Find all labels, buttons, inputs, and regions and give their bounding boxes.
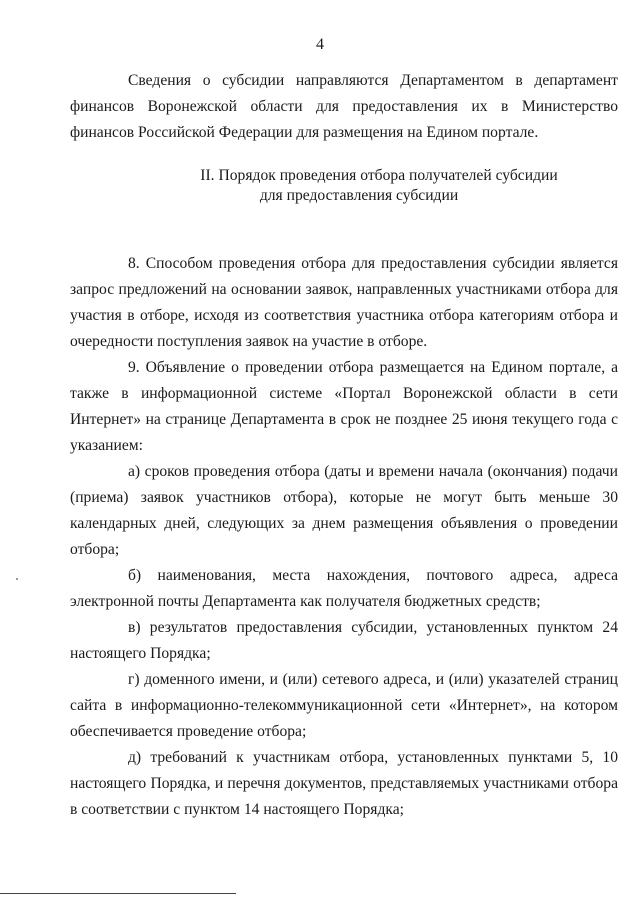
footer-line (0, 893, 236, 894)
section-title-line-2: для предоставления субсидии (259, 187, 459, 204)
intro-paragraph: Сведения о субсидии направляются Департаментом в департамент финансов Воронежской области для предоставления их в Министерство финансов Российской Федерации для размещения на Едином портале. (70, 72, 618, 141)
scan-artifact (16, 578, 18, 580)
section-title (70, 166, 618, 206)
paragraph-9a: а) сроков проведения отбора (даты и времени начала (окончания) подачи (приема) заявок участников отбора), которые не могут быть меньше 30 календарных дней, следующих за днем размещения объявления о проведении отбора; (70, 463, 618, 558)
section-title-line-1: II. Порядок проведения отбора получателей субсидии (200, 167, 558, 184)
document-body (70, 68, 618, 823)
page-number: 4 (316, 36, 324, 53)
paragraph-9d: д) требований к участникам отбора, установленных пунктами 5, 10 настоящего Порядка, и перечня документов, представляемых участниками отбора в соответствии с пунктом 14 настоящего Порядка; (70, 749, 618, 818)
paragraph-9b: б) наименования, места нахождения, почтового адреса, адреса электронной почты Департамента как получателя бюджетных средств; (70, 567, 618, 610)
paragraph-9: 9. Объявление о проведении отбора размещается на Едином портале, а также в информационной системе «Портал Воронежской области в сети Интернет» на странице Департамента в срок не позднее 25 июня текущего года с указанием: (70, 359, 618, 454)
paragraph-8: 8. Способом проведения отбора для предоставления субсидии является запрос предложений на основании заявок, направленных участниками отбора для участия в отборе, исходя из соответствия участника отбора категориям отбора и очередности поступления заявок на участие в отборе. (70, 255, 618, 350)
paragraph-9v: в) результатов предоставления субсидии, установленных пунктом 24 настоящего Порядка; (70, 619, 618, 662)
paragraph-9g: г) доменного имени, и (или) сетевого адреса, и (или) указателей страниц сайта в информационно-телекоммуникационной сети «Интернет», на котором обеспечивается проведение отбора; (70, 671, 618, 740)
